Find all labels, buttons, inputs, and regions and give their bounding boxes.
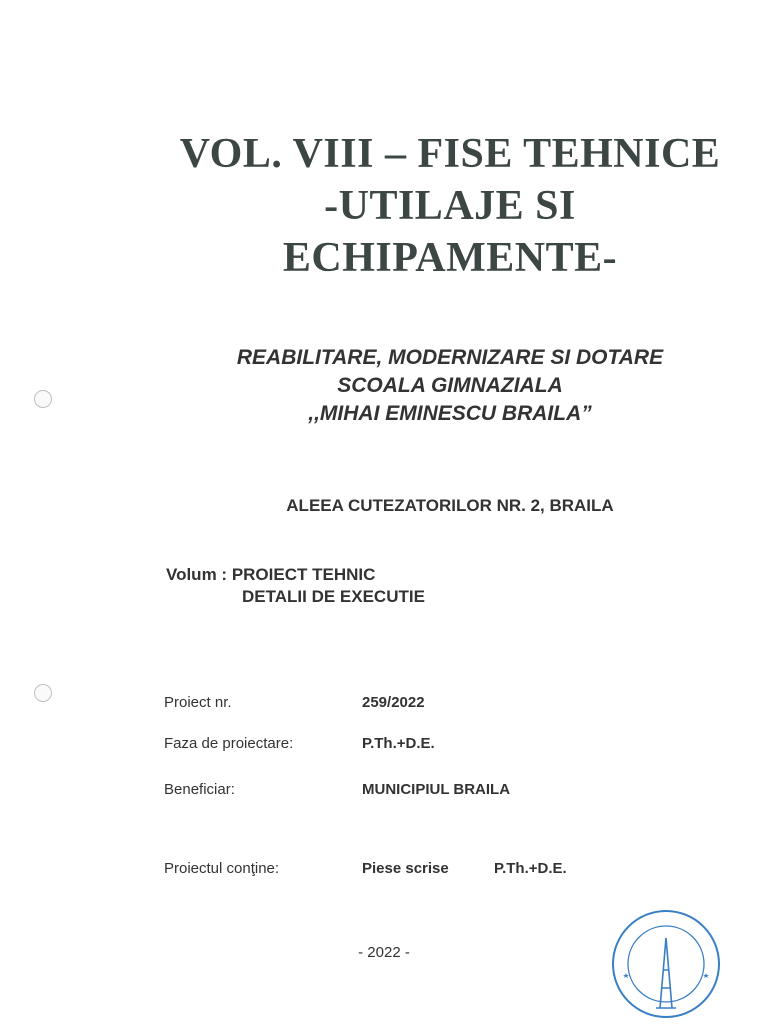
beneficiary-value: MUNICIPIUL BRAILA bbox=[362, 781, 511, 798]
beneficiary-label: Beneficiar: bbox=[164, 781, 235, 798]
contents-value-2: P.Th.+D.E. bbox=[494, 860, 567, 877]
volume-label: Volum : bbox=[166, 565, 228, 584]
project-title-line: REABILITARE, MODERNIZARE SI DOTARE bbox=[236, 346, 664, 369]
project-number-label: Proiect nr. bbox=[164, 694, 232, 711]
company-stamp-icon bbox=[610, 908, 722, 1020]
beneficiary-row bbox=[164, 781, 511, 798]
volume-title-line: VOL. VIII – FISE TEHNICE bbox=[179, 131, 721, 177]
project-number-row bbox=[164, 694, 425, 711]
volume-title-line: -UTILAJE SI bbox=[324, 183, 576, 229]
volume-block bbox=[166, 564, 425, 608]
design-phase-value: P.Th.+D.E. bbox=[362, 735, 435, 752]
project-number-value: 259/2022 bbox=[362, 694, 425, 711]
project-title-line: ,,MIHAI EMINESCU BRAILA” bbox=[308, 402, 592, 425]
design-phase-row bbox=[164, 735, 435, 752]
volume-line-2: DETALII DE EXECUTIE bbox=[242, 587, 425, 606]
address: ALEEA CUTEZATORILOR NR. 2, BRAILA bbox=[286, 496, 614, 515]
punch-hole-icon bbox=[34, 390, 52, 408]
volume-title-line: ECHIPAMENTE- bbox=[282, 235, 618, 281]
contents-row bbox=[164, 860, 567, 877]
volume-title bbox=[140, 128, 760, 284]
project-title bbox=[150, 344, 750, 428]
punch-hole-icon bbox=[34, 684, 52, 702]
year: - 2022 - bbox=[358, 944, 410, 961]
design-phase-label: Faza de proiectare: bbox=[164, 735, 294, 752]
project-title-line: SCOALA GIMNAZIALA bbox=[337, 374, 563, 397]
contents-value-1: Piese scrise bbox=[362, 860, 449, 877]
volume-line-1: PROIECT TEHNIC bbox=[231, 565, 376, 584]
contents-label: Proiectul conţine: bbox=[164, 860, 280, 877]
